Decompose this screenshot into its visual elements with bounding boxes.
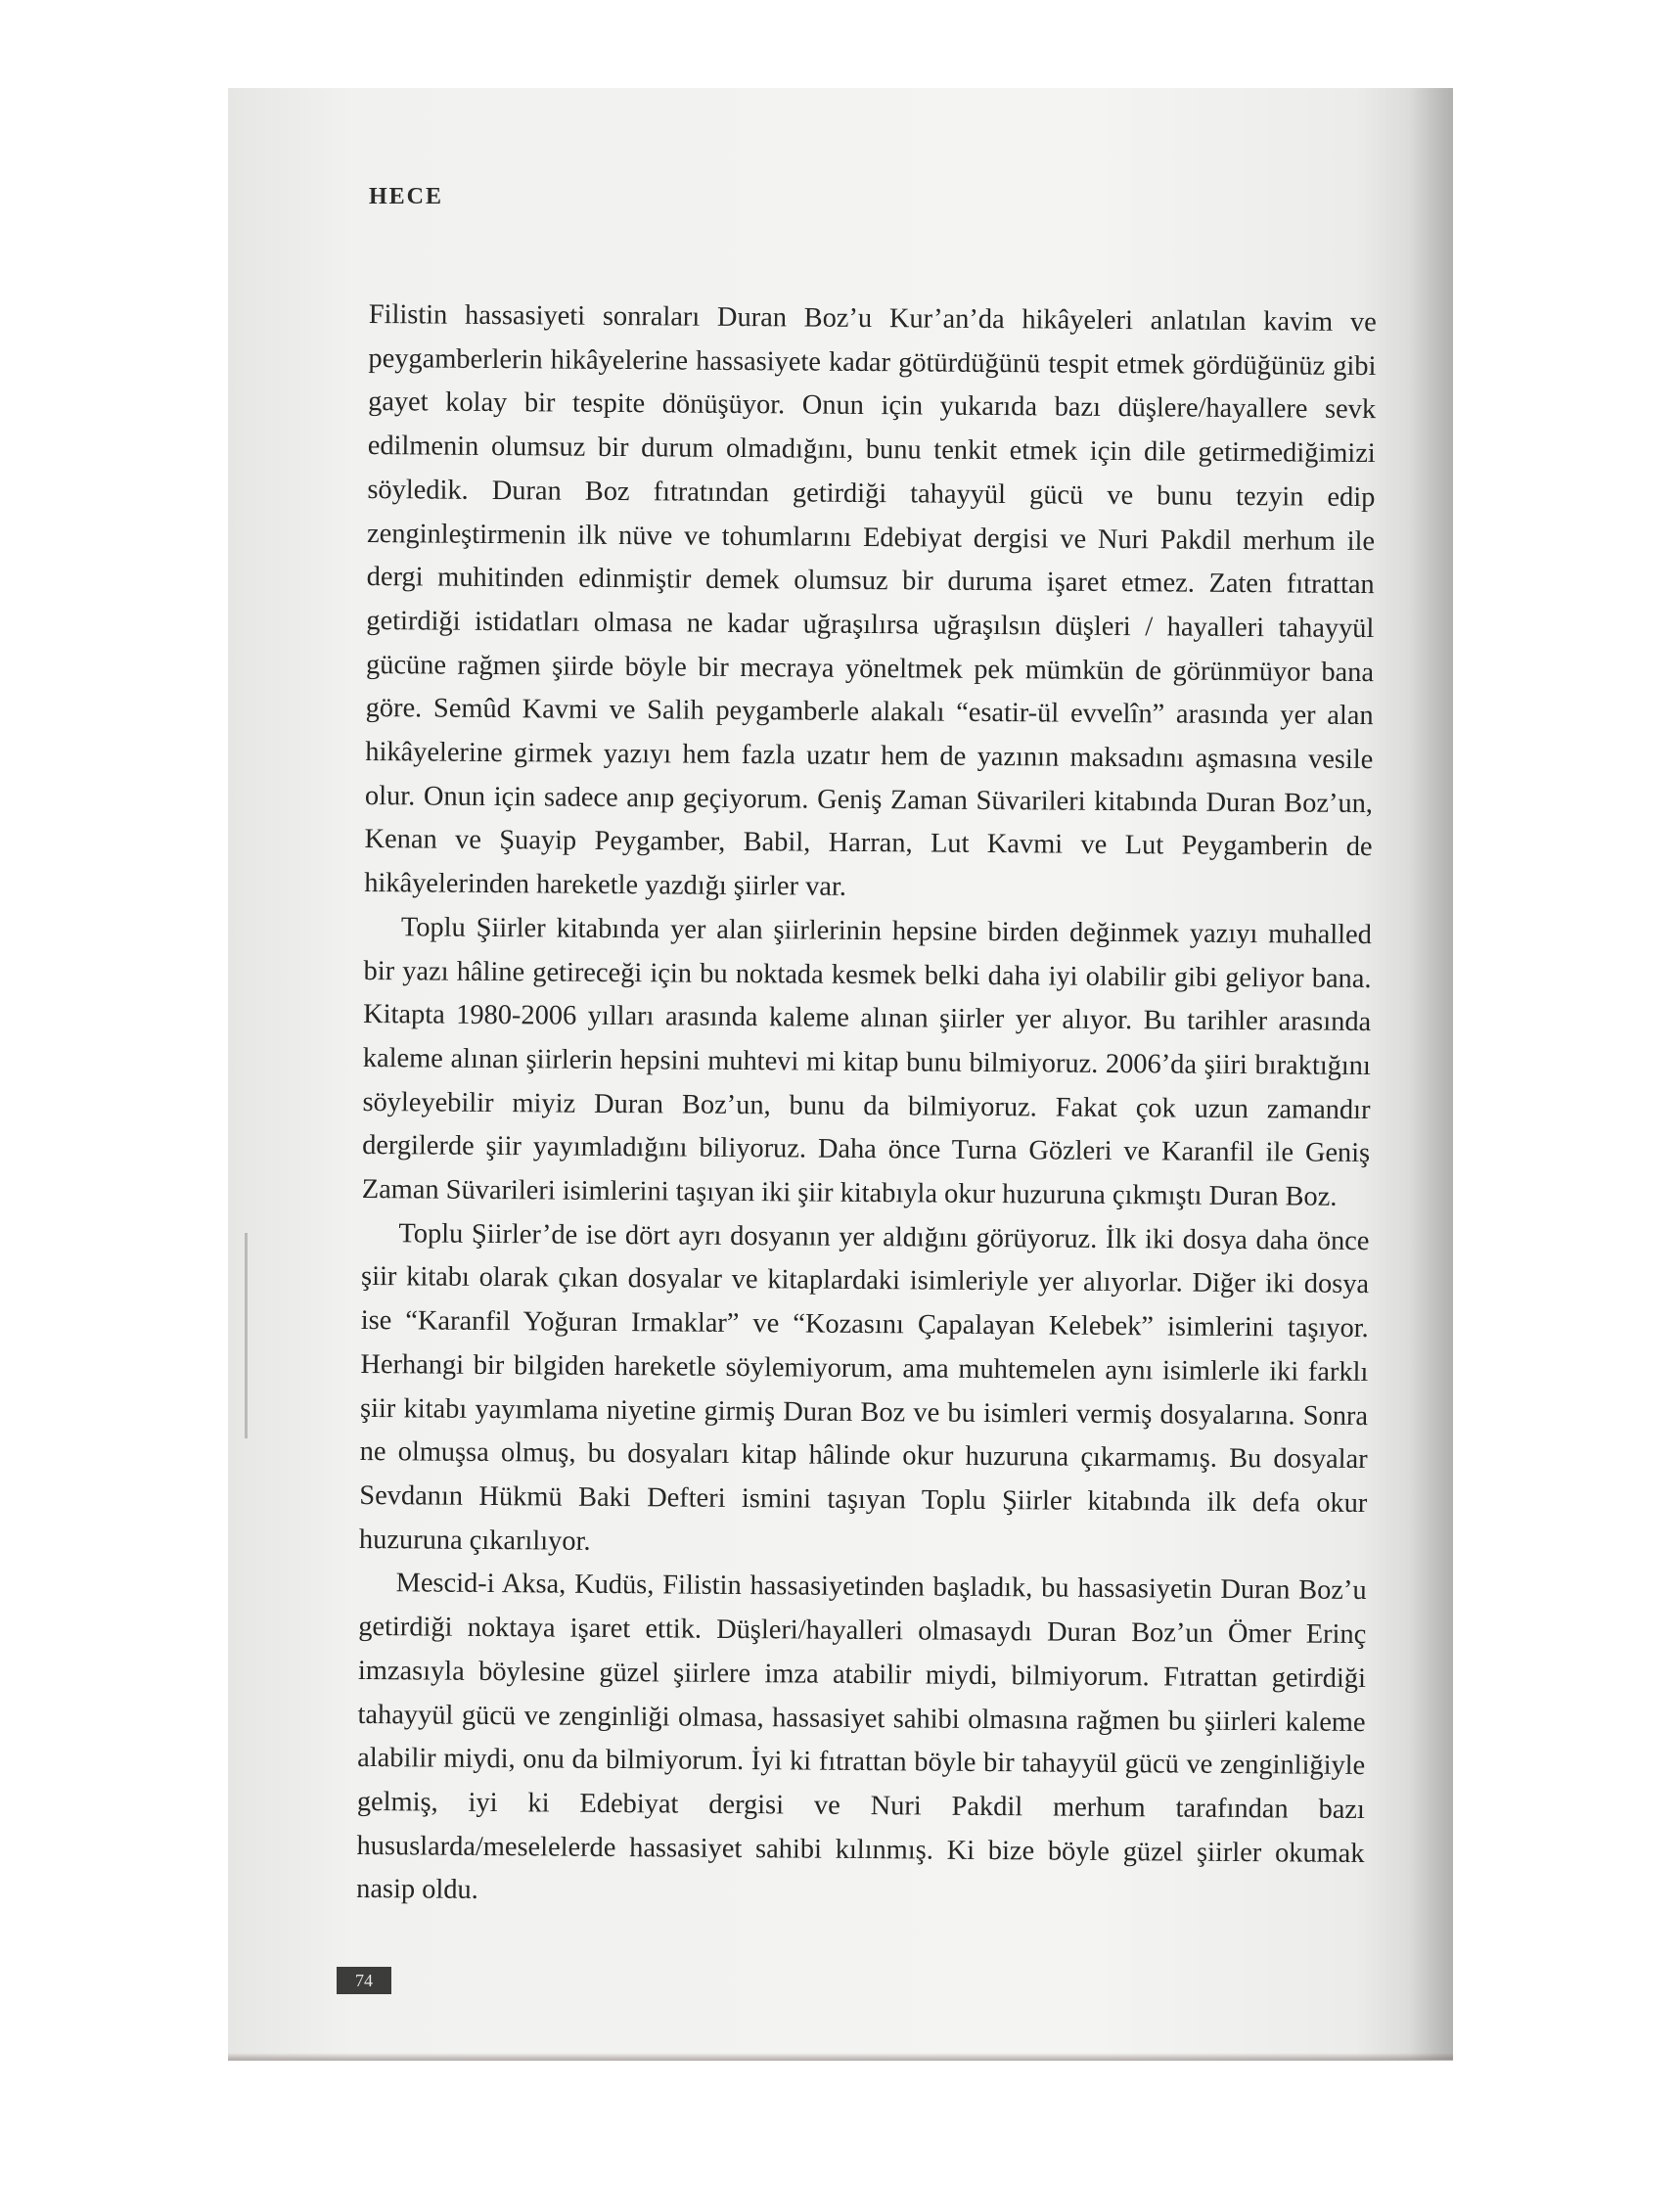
page-gutter-shadow [1409,88,1453,2060]
page-bottom-edge [228,2053,1453,2061]
paragraph-3: Toplu Şiirler’de ise dört ayrı dosyanın yer aldığını görüyoruz. İlk iki dosya daha önce şiir kitabı olarak çıkan dosyalar ve kitaplardaki isimleriyle yer alıyorlar. Diğer iki dosya ise “Karanfil Yoğuran Irmaklar” ve “Kozasını Çapalayan Kelebek” isimlerini taşıyor. Herhangi bir bilgiden hareketle söylemiyorum, ama muhtemelen aynı isimlerle iki farklı şiir kitabı yayımlama niyetine girmiş Duran Boz ve bu isimleri vermiş dosyalarına. Sonra ne olmuşsa olmuş, bu dosyaları kitap hâlinde okur huzuruna çıkarmamış. Bu dosyalar Sevdanın Hükmü Baki Defteri ismini taşıyan Toplu Şiirler kitabında ilk defa okur huzuruna çıkarılıyor. [358,1218,1370,1557]
paragraph-4: Mescid-i Aksa, Kudüs, Filistin hassasiyetinden başladık, bu hassasiyetin Duran Boz’u getirdiği noktaya işaret ettik. Düşleri/hayalleri olmasaydı Duran Boz’un Ömer Erinç imzasıyla böylesine güzel şiirlere imza atabilir miydi, bilmiyorum. Fıtrattan getirdiği tahayyül gücü ve zenginliği olmasa, hassasiyet sahibi olmasına rağmen bu şiirleri kaleme alabilir miydi, onu da bilmiyorum. İyi ki fıtrattan böyle bir tahayyül gücü ve zenginliğiyle gelmiş, iyi ki Edebiyat dergisi ve Nuri Pakdil merhum tarafından bazı hususlarda/meselelerde hassasiyet sahibi kılınmış. Ki bize böyle güzel şiirler okumak nasip oldu. [356,1568,1367,1906]
body-text [356,294,1377,1920]
paragraph-1: Filistin hassasiyeti sonraları Duran Boz’u Kur’an’da hikâyeleri anlatılan kavim ve peygamberlerin hikâyelerine hassasiyete kadar götürdüğünü tespit etmek gördüğünüz gibi gayet kolay bir tespite dönüşüyor. Onun için yukarıda bazı düşlere/hayallere sevk edilmenin olumsuz bir durum olmadığını, bunu tenkit etmek için dile getirmediğimizi söyledik. Duran Boz fıtratından getirdiği tahayyül gücü ve bunu tezyin edip zenginleştirmenin ilk nüve ve tohumlarını Edebiyat dergisi ve Nuri Pakdil merhum ile dergi muhitinden edinmiştir demek olumsuz bir duruma işaret etmez. Zaten fıtrattan getirdiği istidatları olmasa ne kadar uğraşılırsa uğraşılsın düşleri / hayalleri tahayyül gücüne rağmen şiirde böyle bir mecraya yöneltmek pek mümkün de görünmüyor bana göre. Semûd Kavmi ve Salih peygamberle alakalı “esatir-ül evvelîn” arasında yer alan hikâyelerine girmek yazıyı hem fazla uzatır hem de yazının maksadını aşmasına vesile olur. Onun için sadece anıp geçiyorum. Geniş Zaman Süvarileri kitabında Duran Boz’un, Kenan ve Şuayip Peygamber, Babil, Harran, Lut Kavmi ve Lut Peygamberin de hikâyelerinden hareketle yazdığı şiirler var. [364,298,1377,902]
running-head: HECE [369,184,444,209]
paragraph-2: Toplu Şiirler kitabında yer alan şiirlerinin hepsine birden değinmek yazıyı muhalled bir yazı hâline getireceği için bu noktada kesmek belki daha iyi olabilir gibi geliyor bana. Kitapta 1980-2006 yılları arasında kaleme alınan şiirler yer alıyor. Bu tarihler arasında kaleme alınan şiirlerin hepsini muhtevi mi kitap bunu bilmiyoruz. 2006’da şiiri bıraktığını söyleyebilir miyiz Duran Boz’un, bunu da bilmiyoruz. Fakat çok uzun zamandır dergilerde şiir yayımladığını biliyoruz. Daha önce Turna Gözleri ve Karanfil ile Geniş Zaman Süvarileri isimlerini taşıyan iki şiir kitabıyla okur huzuruna çıkmıştı Duran Boz. [361,912,1373,1212]
page-number: 74 [337,1967,391,1994]
margin-mark [245,1233,248,1438]
